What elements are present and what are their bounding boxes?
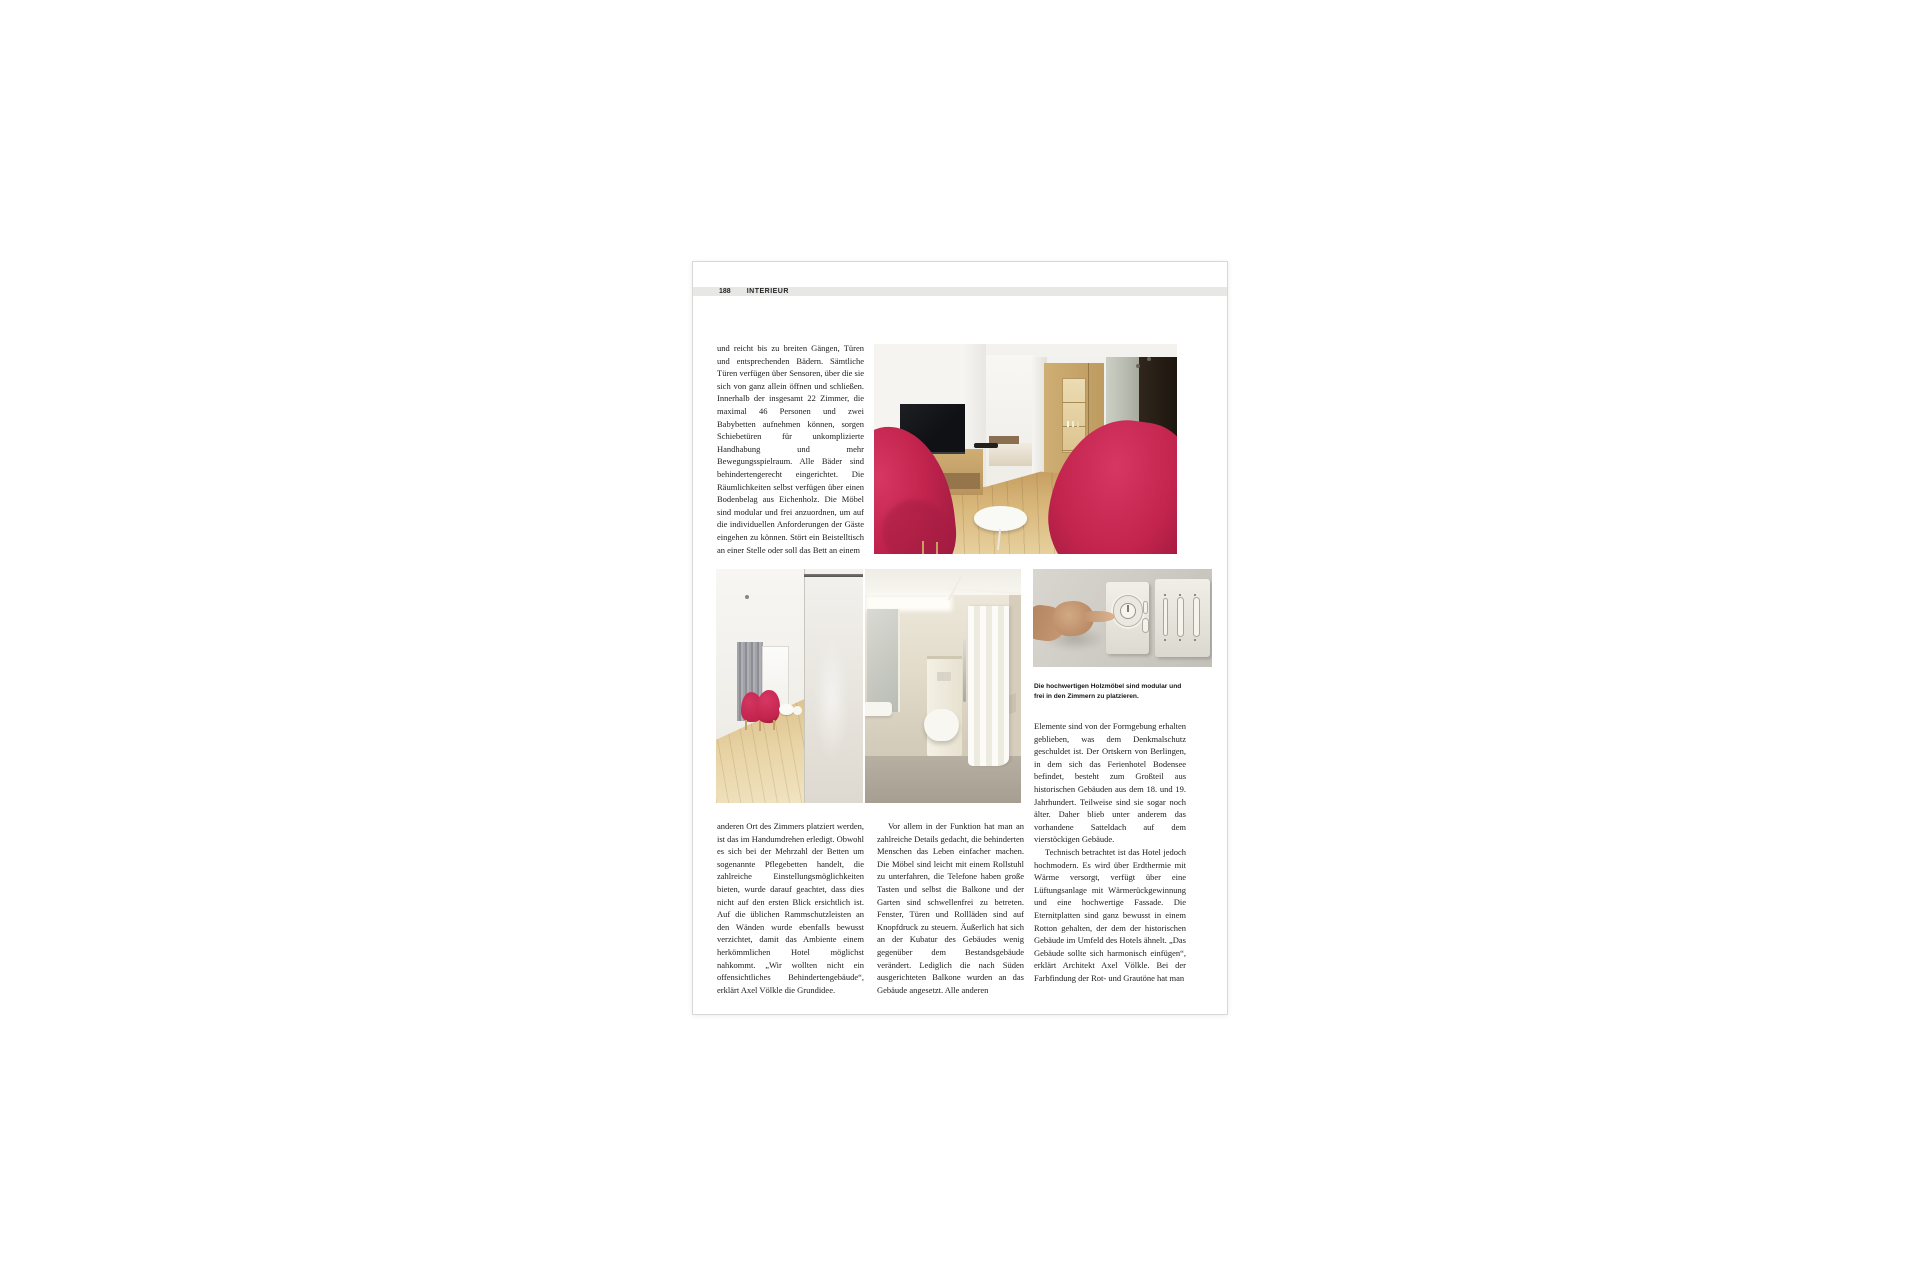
article-text: Technisch betrachtet ist das Hotel jedoch hochmodern. Es wird über Erdthermie mit Wärme versorgt, verfügt über eine Lüftungsanlage mit Wärmerückgewinnung und eine hochwertige Fassade. Die Eternitplatten sind ganz bewusst in einem Rotton gehalten, der dem der historischen Gebäude im Umfeld des Hotels ähnelt. „Das Gebäude sollte sich harmonisch einfügen“, erklärt Architekt Axel Völkle. Bei der Farbfindung der Rot- und Grautöne hat man xyxy=(1034,846,1186,983)
pointing-finger xyxy=(1083,611,1115,622)
grab-rail xyxy=(963,639,966,702)
small-buttons xyxy=(1143,601,1148,614)
white-side-tables xyxy=(779,704,794,716)
rocker-switches xyxy=(1163,598,1168,635)
photo-guest-room xyxy=(716,569,863,803)
photo-living-room xyxy=(874,344,1177,554)
side-wall xyxy=(1009,595,1021,766)
article-text: und reicht bis zu breiten Gängen, Türen und entsprechenden Bädern. Sämtliche Türen verfügen über Sensoren, über die sie sich von ganz allein öffnen und schließen. Innerhalb der insgesamt 22 Zimmer, die maximal 46 Personen und zwei Babybetten aufnehmen können, sorgen Schiebetüren für unkomplizierte Handhabung und mehr Bewegungsspielraum. Alle Bäder sind behindertengerecht eingerichtet. Die Räumlichkeiten selbst verfügen über einen Bodenbelag aus Eichenholz. Die Möbel sind modular und frei anzuordnen, um auf die individuellen Anforderungen der Gäste eingehen zu können. Stört ein Beistelltisch an einer Stelle oder soll das Bett an einem xyxy=(717,343,864,555)
wall-hung-toilet xyxy=(924,709,960,741)
article-column-1-bottom xyxy=(717,820,864,1001)
washbasin xyxy=(865,702,892,716)
frosted-glass-sliding-door xyxy=(804,569,863,803)
shower-curtain xyxy=(968,606,1009,765)
ceiling-spotlight xyxy=(745,595,749,599)
article-text: anderen Ort des Zimmers platziert werden, ist das im Handumdrehen erledigt. Obwohl es sich bei der Mehrzahl der Betten um sogenannte Pflegebetten handelt, die zahlreiche Einstellungsmöglichkeiten bieten, wurde darauf geachtet, dass dies nicht auf den ersten Blick ersichtlich ist. Auf die üblichen Rammschutzleisten an den Wänden wurde ebenfalls bewusst verzichtet, damit das Ambiente einem herkömmlichen Hotel möglichst nahkommt. „Wir wollten nicht ein offensichtliches Behindertengebäude“, erklärt Axel Völkle die Grundidee. xyxy=(717,821,864,995)
chair-legs xyxy=(922,541,924,554)
ceiling-spotlights xyxy=(1147,357,1151,361)
article-text: Vor allem in der Funktion hat man an zahlreiche Details gedacht, die behinderten Menschen das Leben einfacher machen. Die Möbel sind leicht mit einem Rollstuhl zu unterfahren, die Telefone haben große Tasten und selbst die Balkone und der Garten sind schwellenfrei zu betreten. Fenster, Türen und Rollläden sind auf Knopfdruck zu steuern. Äußerlich hat sich an der Kubatur des Gebäudes wenig gegenüber dem Bestandsgebäude verändert. Lediglich die nach Süden ausgerichteten Balkone wurden an das Gebäude angesetzt. Alle anderen xyxy=(877,821,1024,995)
photo-bathroom xyxy=(865,569,1021,803)
mirror xyxy=(867,609,900,712)
page-header-bar xyxy=(693,287,1227,296)
article-column-2 xyxy=(877,820,1024,1001)
sliding-door-rail xyxy=(804,574,863,577)
article-text: Elemente sind von der Formgebung erhalten geblieben, was dem Denkmalschutz geschuldet ist. Der Ortskern von Berlingen, in dem sich das Ferienhotel Bodensee befindet, besteht zum Großteil aus historischen Gebäuden aus dem 18. und 19. Jahrhundert. Teilweise sind sie sogar noch älter. Daher blieb unter anderem das vorhandene Satteldach auf dem vierstöckigen Gebäude. xyxy=(1034,721,1186,845)
chair-legs xyxy=(745,720,747,731)
remote-control xyxy=(974,443,998,448)
photo-caption: Die hochwertigen Holzmöbel sind modular und frei in den Zimmern zu platzieren. xyxy=(1034,683,1182,700)
article-column-1-top xyxy=(717,342,864,561)
flush-plate xyxy=(937,672,951,681)
page-number: 188 xyxy=(719,288,731,295)
section-title: INTERIEUR xyxy=(746,288,789,295)
article-column-3 xyxy=(1034,720,1186,1001)
photo-light-switch xyxy=(1033,569,1212,667)
white-side-table xyxy=(974,506,1027,531)
magazine-page xyxy=(692,261,1228,1015)
